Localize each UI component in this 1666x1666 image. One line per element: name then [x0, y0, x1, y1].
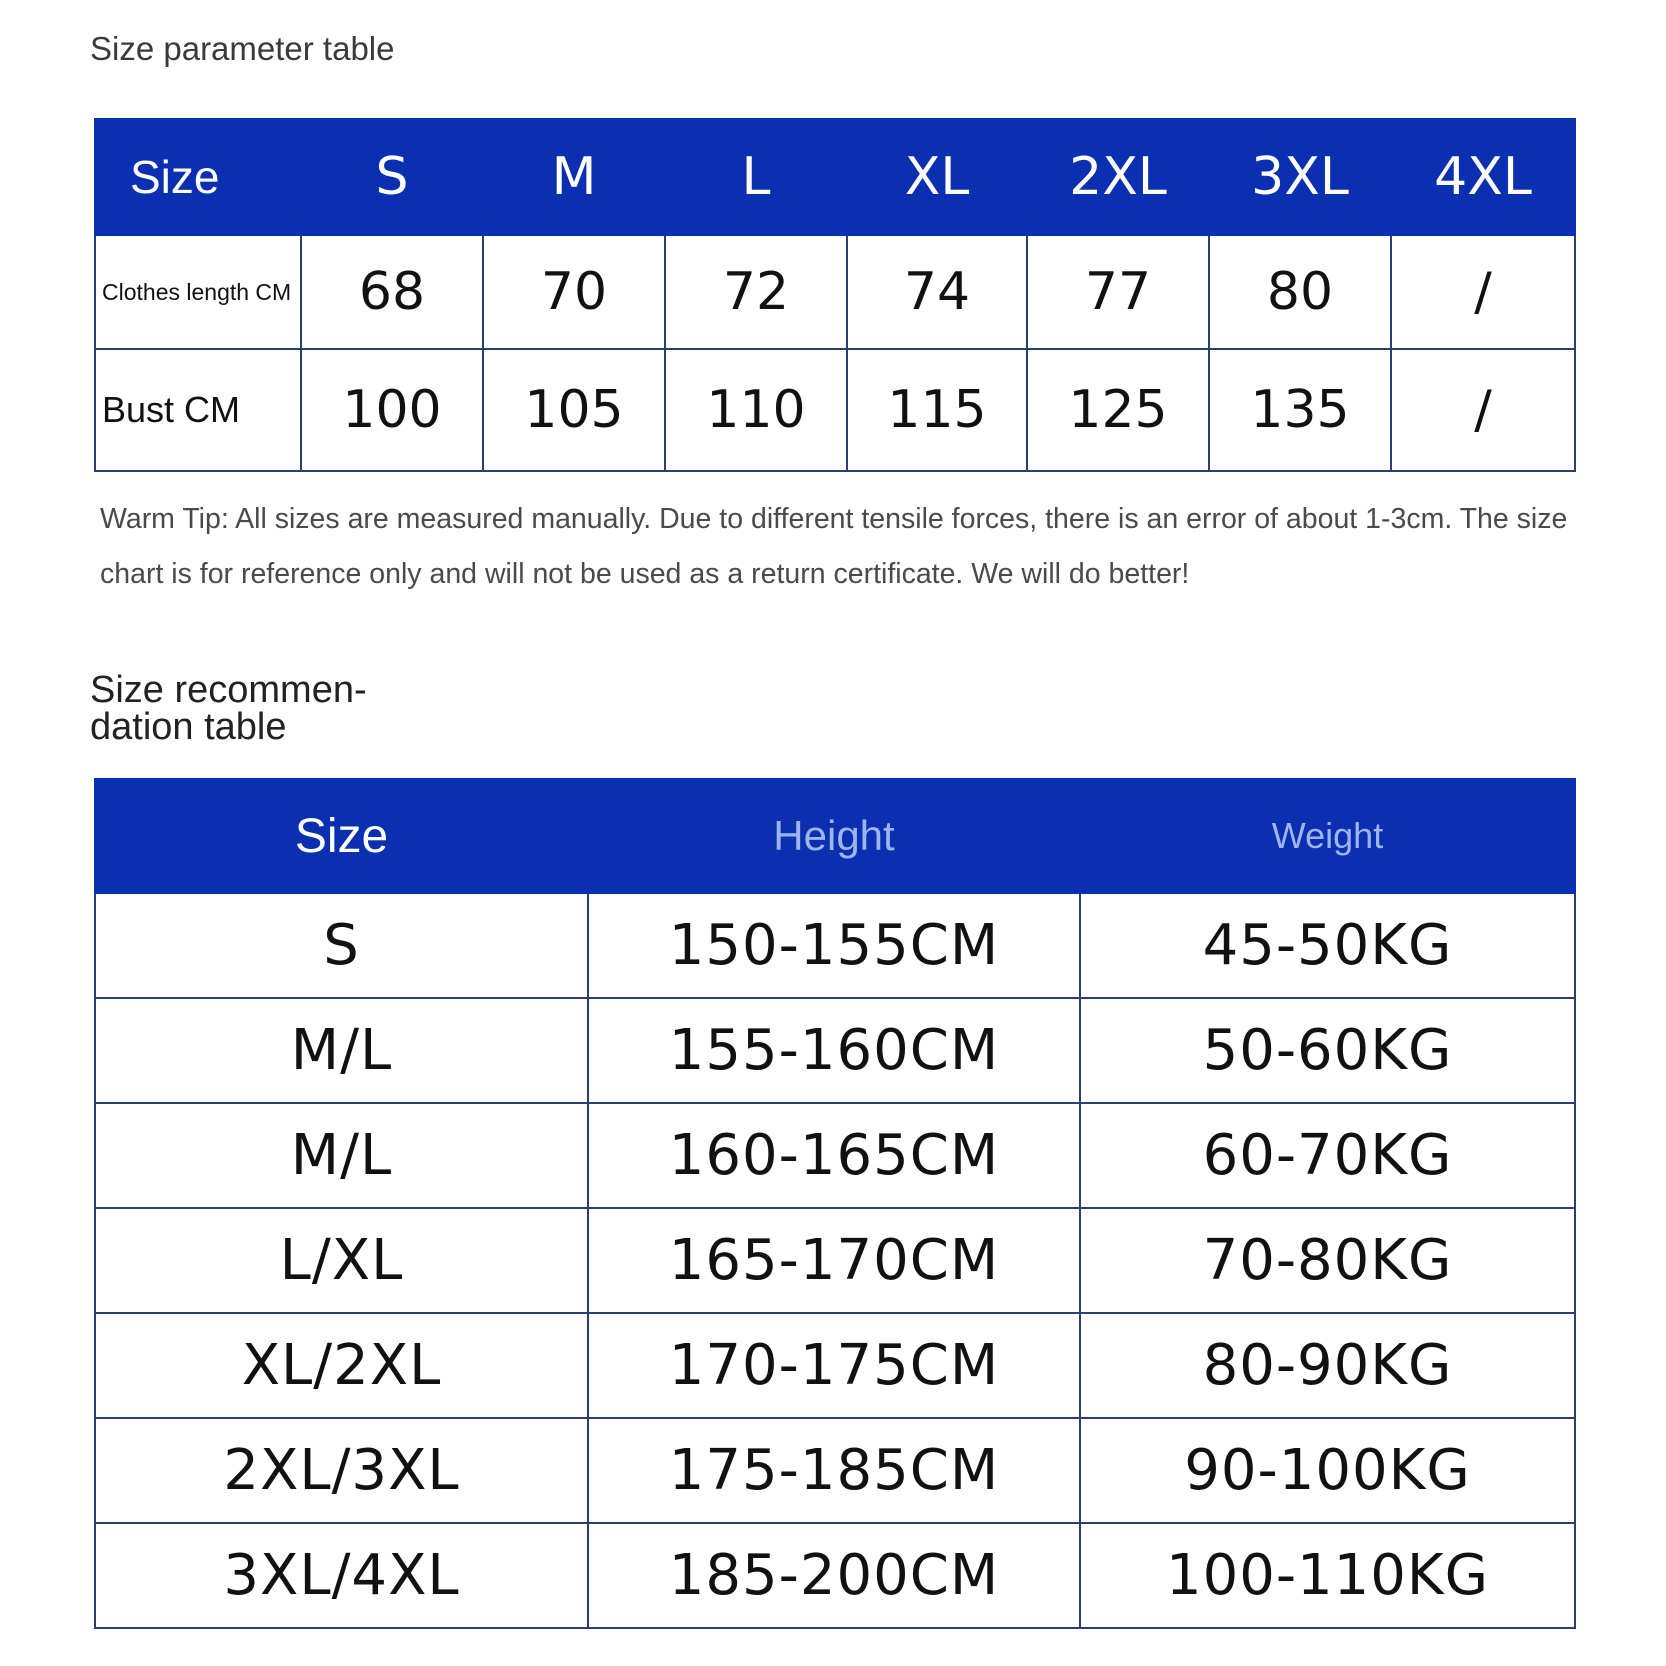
table-cell: 77 [1027, 235, 1209, 349]
row-label: Clothes length CM [95, 235, 301, 349]
size-cell: 2XL/3XL [95, 1418, 588, 1523]
parameter-table-title: Size parameter table [90, 30, 395, 67]
parameter-header-cell: 2XL [1027, 119, 1209, 235]
weight-cell: 45-50KG [1080, 893, 1575, 998]
height-cell: 155-160CM [588, 998, 1080, 1103]
height-cell: 165-170CM [588, 1208, 1080, 1313]
table-cell: 105 [483, 349, 665, 471]
table-cell: 72 [665, 235, 847, 349]
size-cell: XL/2XL [95, 1313, 588, 1418]
table-row [95, 893, 1575, 998]
parameter-header-row [95, 119, 1575, 235]
weight-cell: 80-90KG [1080, 1313, 1575, 1418]
size-parameter-table [94, 118, 1576, 472]
table-cell: 135 [1209, 349, 1391, 471]
size-cell: S [95, 893, 588, 998]
size-cell: 3XL/4XL [95, 1523, 588, 1628]
parameter-header-cell: L [665, 119, 847, 235]
table-row [95, 1208, 1575, 1313]
table-row [95, 1523, 1575, 1628]
header-height: Height [588, 779, 1080, 893]
table-cell: 80 [1209, 235, 1391, 349]
table-cell: 115 [847, 349, 1027, 471]
table-row [95, 1103, 1575, 1208]
table-cell: 70 [483, 235, 665, 349]
table-row [95, 235, 1575, 349]
recommendation-table-title: Size recommen-dation table [90, 669, 367, 748]
table-cell: 68 [301, 235, 483, 349]
parameter-header-cell: 4XL [1391, 119, 1575, 235]
parameter-header-cell: S [301, 119, 483, 235]
weight-cell: 70-80KG [1080, 1208, 1575, 1313]
table-cell: / [1391, 235, 1575, 349]
table-row [95, 1313, 1575, 1418]
header-weight: Weight [1080, 779, 1575, 893]
parameter-header-cell: M [483, 119, 665, 235]
height-cell: 160-165CM [588, 1103, 1080, 1208]
recommendation-header-row [95, 779, 1575, 893]
table-row [95, 998, 1575, 1103]
warm-tip: Warm Tip: All sizes are measured manually. Due to different tensile forces, there is an error of about 1-3cm. The size chart is for reference only and will not be used as a return certificate. We will do better! [100, 503, 1568, 590]
height-cell: 175-185CM [588, 1418, 1080, 1523]
size-recommendation-table [94, 778, 1576, 1629]
size-cell: M/L [95, 998, 588, 1103]
parameter-header-size: Size [95, 119, 301, 235]
parameter-header-cell: 3XL [1209, 119, 1391, 235]
table-cell: 110 [665, 349, 847, 471]
parameter-header-cell: XL [847, 119, 1027, 235]
size-cell: M/L [95, 1103, 588, 1208]
table-cell: 74 [847, 235, 1027, 349]
size-cell: L/XL [95, 1208, 588, 1313]
weight-cell: 50-60KG [1080, 998, 1575, 1103]
height-cell: 185-200CM [588, 1523, 1080, 1628]
row-label: Bust CM [95, 349, 301, 471]
height-cell: 170-175CM [588, 1313, 1080, 1418]
table-row [95, 349, 1575, 471]
table-cell: 125 [1027, 349, 1209, 471]
weight-cell: 100-110KG [1080, 1523, 1575, 1628]
weight-cell: 90-100KG [1080, 1418, 1575, 1523]
table-row [95, 1418, 1575, 1523]
weight-cell: 60-70KG [1080, 1103, 1575, 1208]
height-cell: 150-155CM [588, 893, 1080, 998]
table-cell: / [1391, 349, 1575, 471]
table-cell: 100 [301, 349, 483, 471]
header-size: Size [95, 779, 588, 893]
